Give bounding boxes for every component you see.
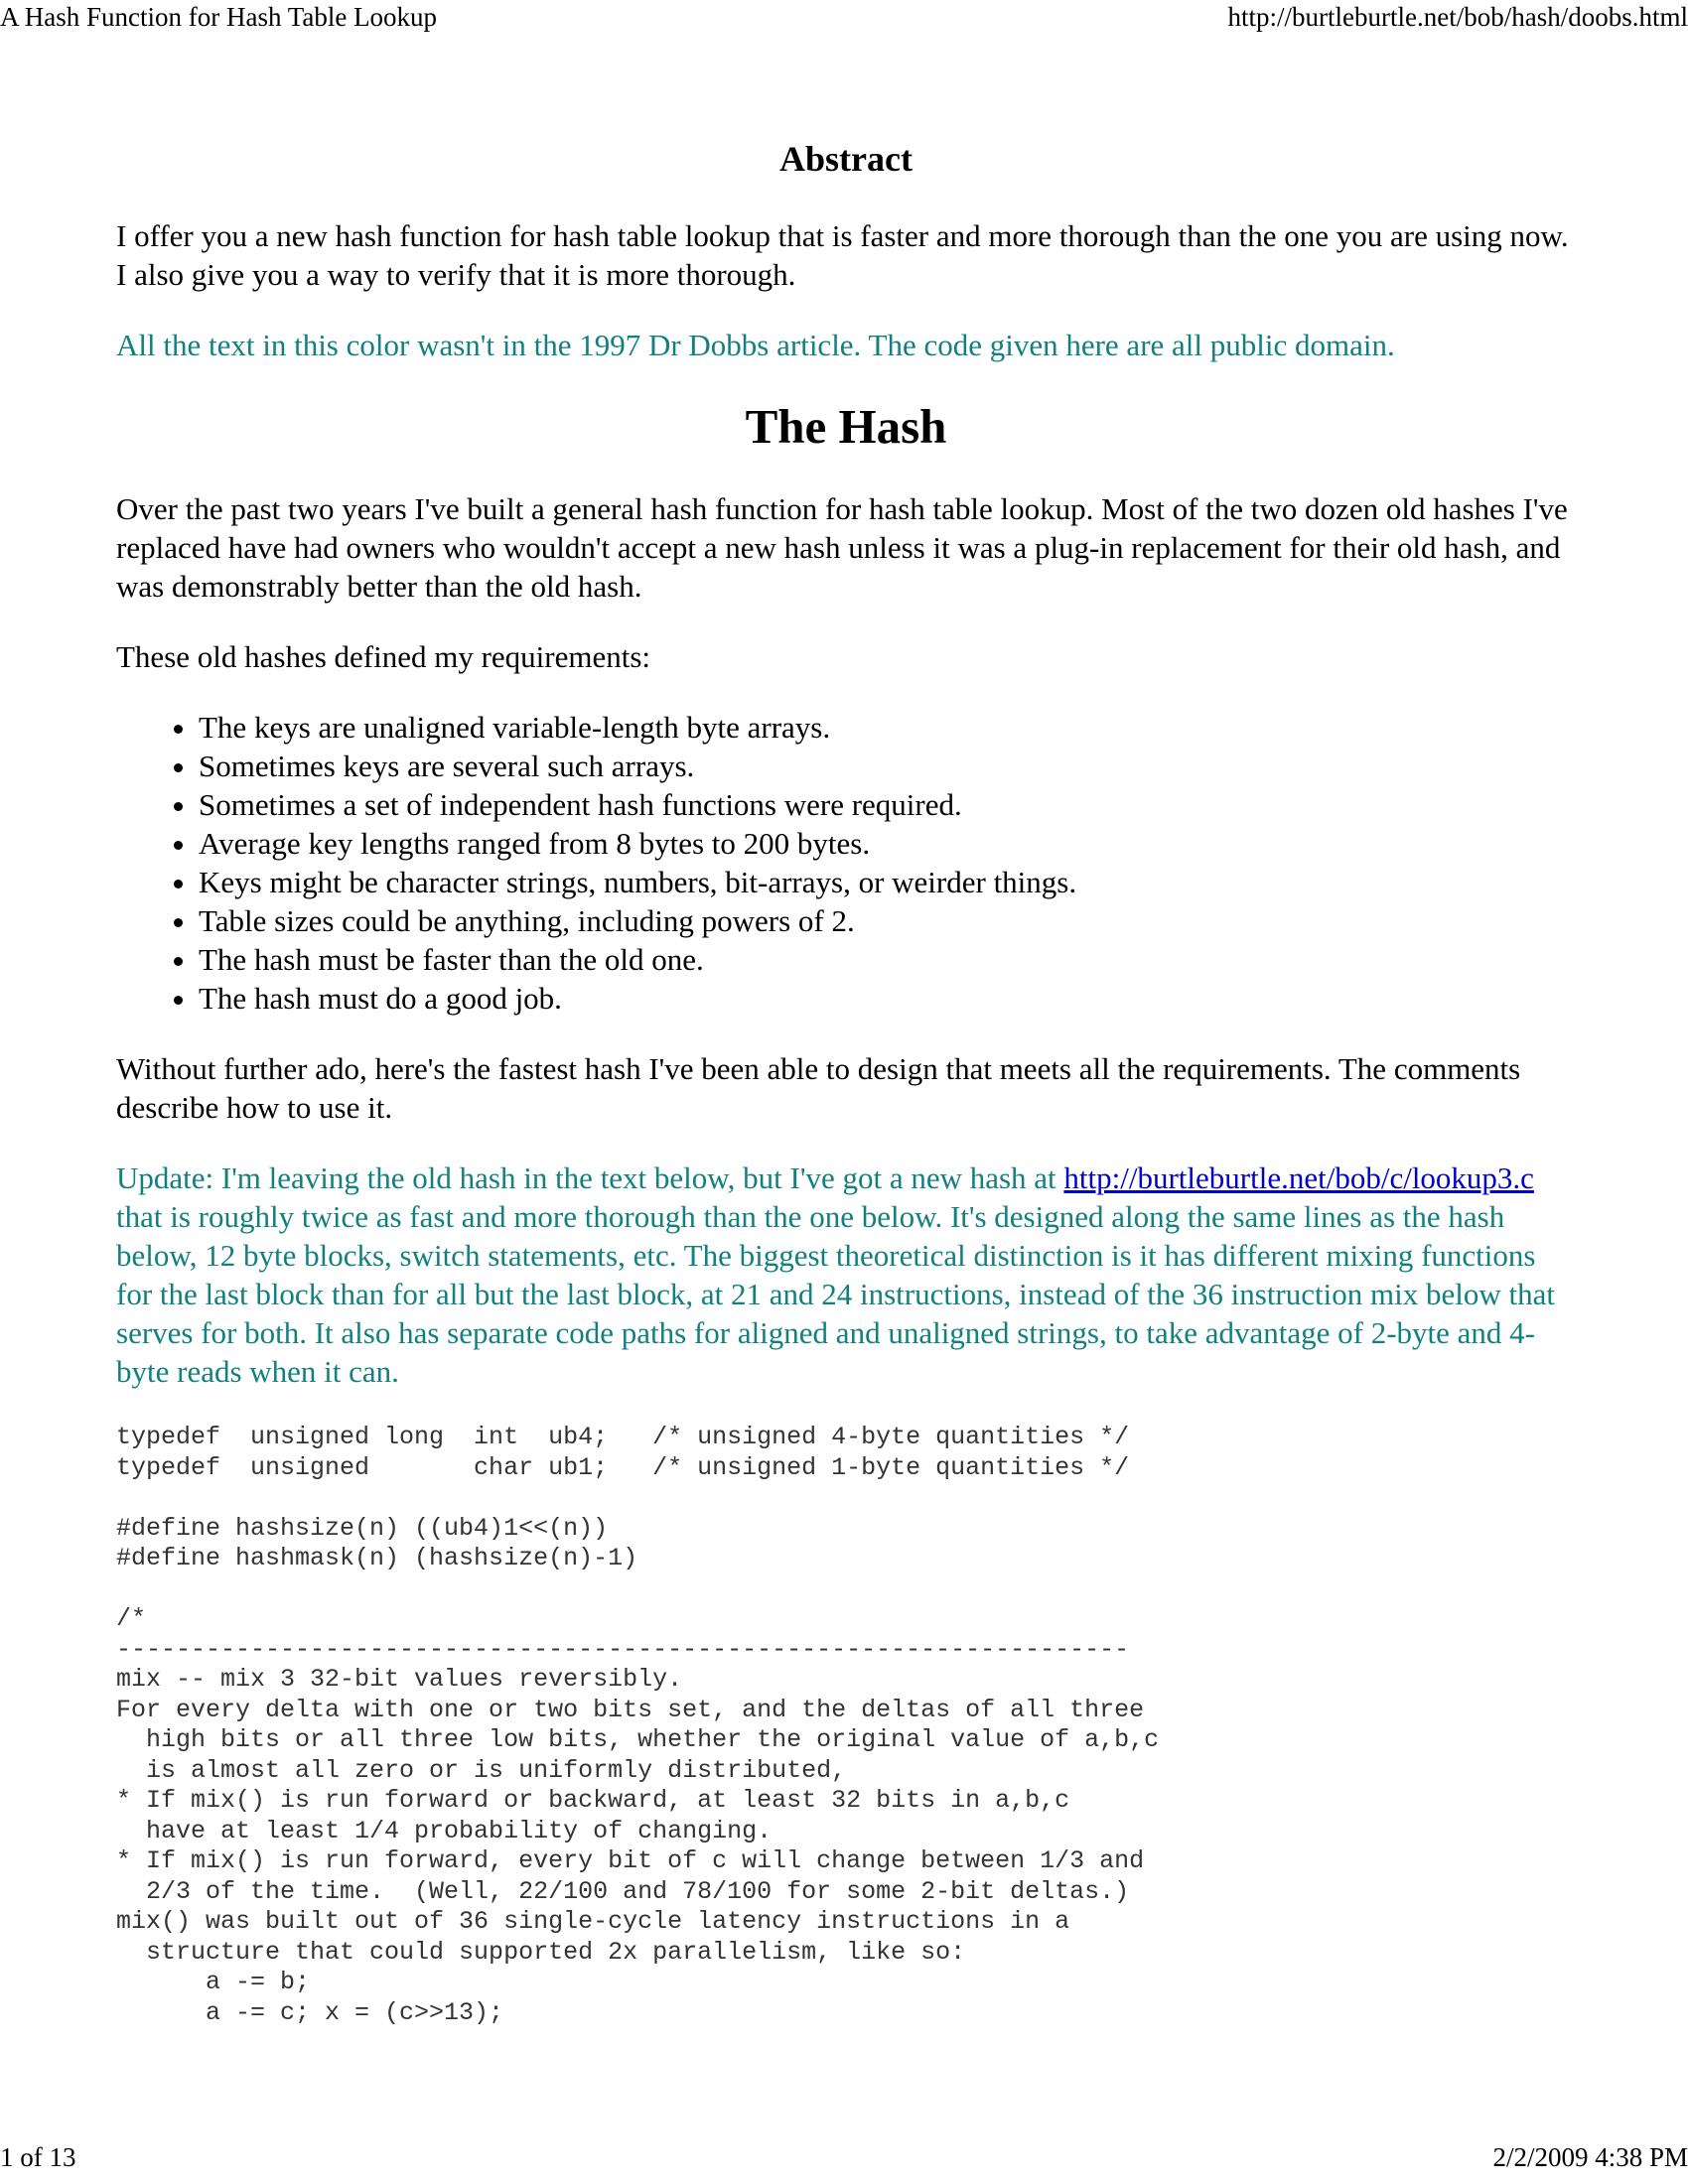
page-footer-page-number: 1 of 13 [0, 2142, 76, 2172]
list-item: • Sometimes keys are several such arrays. [199, 747, 1576, 785]
abstract-paragraph: I offer you a new hash function for hash table lookup that is faster and more thorough than the one you are using now. I also give you a way to verify that it is more thorough. [116, 218, 1569, 292]
list-item: • Keys might be character strings, numbers, bit-arrays, or weirder things. [199, 863, 1576, 901]
list-item: • The hash must be faster than the old one. [199, 940, 1576, 979]
lookup3-link[interactable]: http://burtleburtle.net/bob/c/lookup3.c [1063, 1160, 1534, 1195]
added-text-note: All the text in this color wasn't in the 1997 Dr Dobbs article. The code given here are all public domain. [116, 328, 1395, 362]
update-note [116, 1159, 1576, 1391]
requirements-intro: These old hashes defined my requirements: [116, 639, 651, 674]
list-item: • Average key lengths ranged from 8 bytes to 200 bytes. [199, 824, 1576, 863]
page-header-title: A Hash Function for Hash Table Lookup [0, 2, 438, 32]
list-item: • Sometimes a set of independent hash functions were required. [199, 785, 1576, 824]
list-item: • The hash must do a good job. [199, 979, 1576, 1018]
the-hash-heading: The Hash [745, 399, 947, 454]
requirements-list [116, 708, 1576, 1018]
code-block: typedef unsigned long int ub4; /* unsigned 4-byte quantities */ typedef unsigned char ub1; /* unsigned 1-byte quantities */ #define hashsize(n) ((ub4)1<<(n)) #define hashmask(n) (hashsize(n)-1) /* -------------------------------------------------------------------- mix -- mix 3 32-bit values reversibly. For every delta with one or two bits set, and the deltas of all three high bits or all three low bits, whether the original value of a,b,c is almost all zero or is uniformly distributed, * If mix() is run forward or backward, at least 32 bits in a,b,c have at least 1/4 probability of changing. * If mix() is run forward, every bit of c will change between 1/3 and 2/3 of the time. (Well, 22/100 and 78/100 for some 2-bit deltas.) mix() was built out of 36 single-cycle latency instructions in a structure that could supported 2x parallelism, like so: a -= b; a -= c; x = (c>>13); [116, 1423, 1160, 2027]
update-suffix: that is roughly twice as fast and more thorough than the one below. It's designed along the same lines as the hash below, 12 byte blocks, switch statements, etc. The biggest theoretical distinction is it has different mixing functions for the last block than for all but the last block, at 21 and 24 instructions, instead of the 36 instruction mix below that serves for both. It also has separate code paths for aligned and unaligned strings, to take advantage of 2-byte and 4-byte reads when it can. [116, 1199, 1555, 1389]
update-prefix: Update: I'm leaving the old hash in the text below, but I've got a new hash at [116, 1160, 1064, 1195]
abstract-heading: Abstract [779, 139, 913, 179]
list-item: • The keys are unaligned variable-length byte arrays. [199, 708, 1576, 747]
list-item: • Table sizes could be anything, including powers of 2. [199, 901, 1576, 940]
page-footer-datetime: 2/2/2009 4:38 PM [1492, 2142, 1688, 2172]
page-header-url: http://burtleburtle.net/bob/hash/doobs.html [1227, 2, 1688, 32]
intro-paragraph: Over the past two years I've built a general hash function for hash table lookup. Most of the two dozen old hashes I've replaced have had owners who wouldn't accept a new hash unless it was a plug-in replacement for their old hash, and was demonstrably better than the old hash. [116, 491, 1568, 604]
document-body [116, 135, 1576, 2028]
fastest-hash-paragraph: Without further ado, here's the fastest hash I've been able to design that meets all the requirements. The comments describe how to use it. [116, 1051, 1521, 1125]
